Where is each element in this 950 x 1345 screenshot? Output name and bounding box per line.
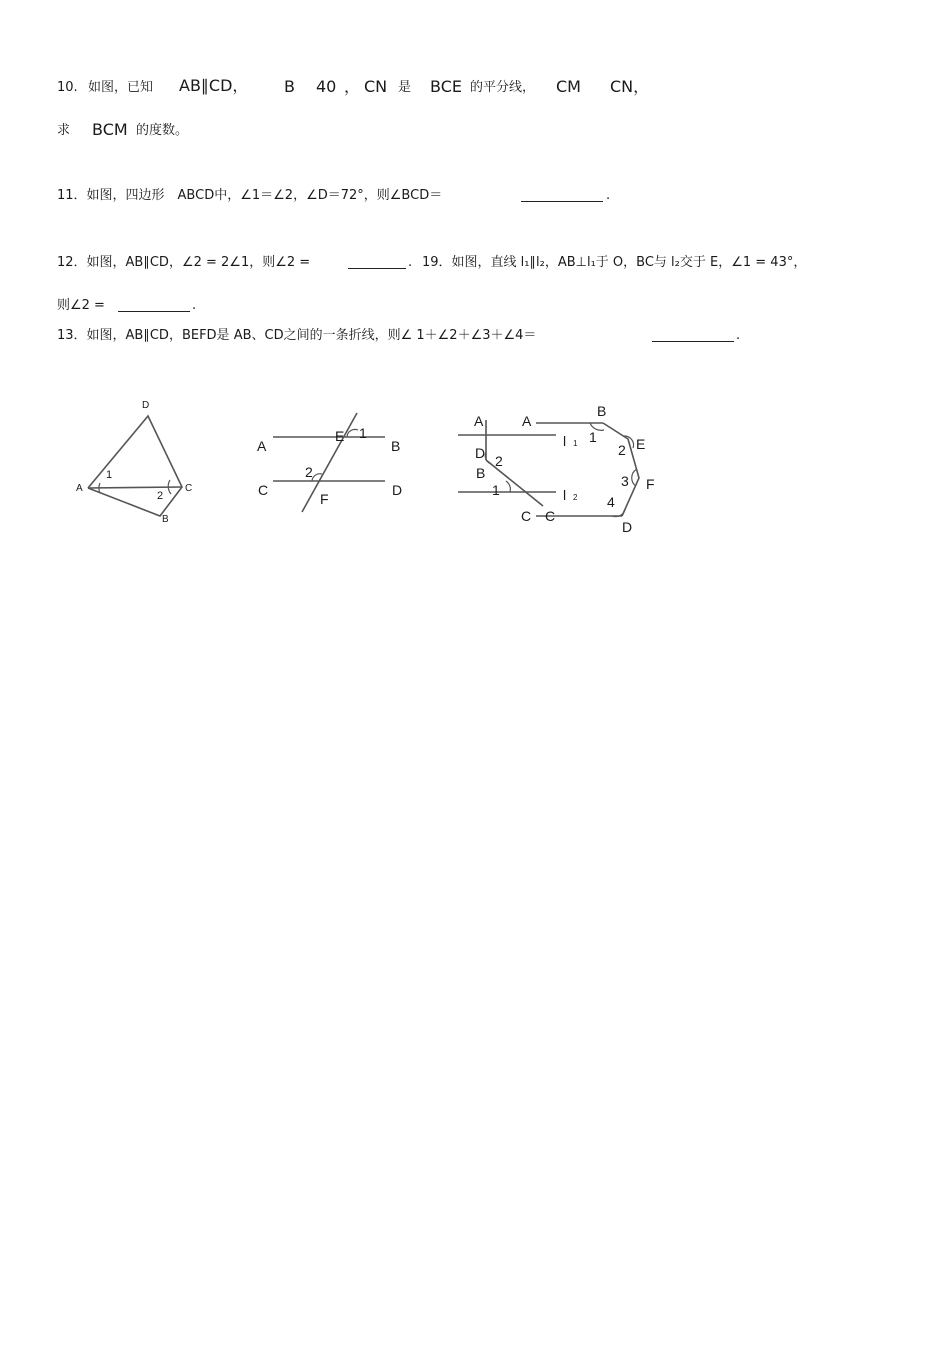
fig3-label-l1: l xyxy=(563,433,567,449)
fig1-label-a: A xyxy=(76,483,83,494)
fig3-label-c: C xyxy=(521,508,532,524)
figure-broken-line xyxy=(536,423,639,517)
fig1-label-c: C xyxy=(185,483,193,494)
fig2-label-e: E xyxy=(335,428,345,444)
fig2-label-f: F xyxy=(320,491,329,507)
fig4-label-e: E xyxy=(636,436,646,452)
q10-ask: 求 xyxy=(57,123,71,138)
fig3-label-d: D xyxy=(475,445,486,461)
fig2-label-a: A xyxy=(257,438,267,454)
q11-answer-blank[interactable] xyxy=(521,189,603,202)
fig2-angle-1: 1 xyxy=(359,425,367,441)
fig2-label-d: D xyxy=(392,482,403,498)
fig2-angle-2: 2 xyxy=(305,464,313,480)
q12-answer-blank[interactable] xyxy=(348,256,406,269)
q19-answer-blank[interactable] xyxy=(118,299,190,312)
q13-text: 13．如图，AB∥CD，BEFD是 AB、CD之间的一条折线，则∠ 1＋∠2＋∠3＋∠4＝ xyxy=(57,328,537,343)
fig3-label-l1-sub: 1 xyxy=(573,439,578,448)
q19-text2: 则∠2 = xyxy=(57,298,105,313)
q11-text: 11．如图，四边形 ABCD中，∠1＝∠2，∠D＝72°，则∠BCD＝ xyxy=(57,188,443,203)
q19-text: 19．如图，直线 l₁∥l₂，AB⊥l₁于 O，BC与 l₂交于 E，∠1 = 43°， xyxy=(422,255,807,270)
fig3-label-a: A xyxy=(474,413,484,429)
figure-quadrilateral xyxy=(88,416,182,516)
q13-end: . xyxy=(736,328,741,343)
q10-bcm: BCM xyxy=(92,120,128,139)
fig2-label-b: B xyxy=(391,438,401,454)
fig4-label-b: B xyxy=(597,403,607,419)
fig4-angle-3: 3 xyxy=(621,473,629,489)
fig3-angle-1: 1 xyxy=(492,482,500,498)
fig3-label-b: B xyxy=(476,465,486,481)
q10-cm: CM xyxy=(556,77,581,96)
q10-is: 是 xyxy=(398,80,412,95)
figure-perpendicular xyxy=(458,420,556,506)
fig4-label-c: C xyxy=(545,508,556,524)
q10-bce: BCE xyxy=(430,77,462,96)
fig4-angle-2: 2 xyxy=(618,442,626,458)
q12-text: 12．如图，AB∥CD，∠2 = 2∠1，则∠2 = xyxy=(57,255,311,270)
fig4-label-a: A xyxy=(522,413,532,429)
q13-answer-blank[interactable] xyxy=(652,329,734,342)
fig4-angle-4: 4 xyxy=(607,494,615,510)
fig1-angle-1: 1 xyxy=(106,469,113,481)
q10-comma: ， xyxy=(344,77,361,96)
q11-end: . xyxy=(606,188,611,203)
fig3-label-l2: l xyxy=(563,487,567,503)
q10-number: 10. xyxy=(57,80,78,95)
q10-ab-cd: AB∥CD， xyxy=(179,76,249,95)
q10-bisector: 的平分线， xyxy=(470,80,536,95)
fig3-label-l2-sub: 2 xyxy=(573,493,578,502)
q10-b: B xyxy=(284,77,295,96)
fig1-angle-2: 2 xyxy=(157,490,164,502)
fig4-angle-1: 1 xyxy=(589,429,597,445)
figure-parallel-transversal xyxy=(273,413,385,512)
fig2-label-c: C xyxy=(258,482,269,498)
q12-end: . xyxy=(408,255,413,270)
fig3-angle-2: 2 xyxy=(495,453,503,469)
q10-cn2: CN， xyxy=(610,77,650,96)
q10-lead: 如图，已知 xyxy=(88,80,154,95)
figures xyxy=(0,380,950,550)
q10-deg: 40 xyxy=(316,77,337,96)
fig4-label-f: F xyxy=(646,476,655,492)
fig1-label-d: D xyxy=(142,400,150,411)
fig4-label-d: D xyxy=(622,519,633,535)
q10-degree: 的度数。 xyxy=(136,123,189,138)
q19-end: . xyxy=(192,298,197,313)
q10-cn: CN xyxy=(364,77,388,96)
fig1-label-b: B xyxy=(162,514,169,525)
